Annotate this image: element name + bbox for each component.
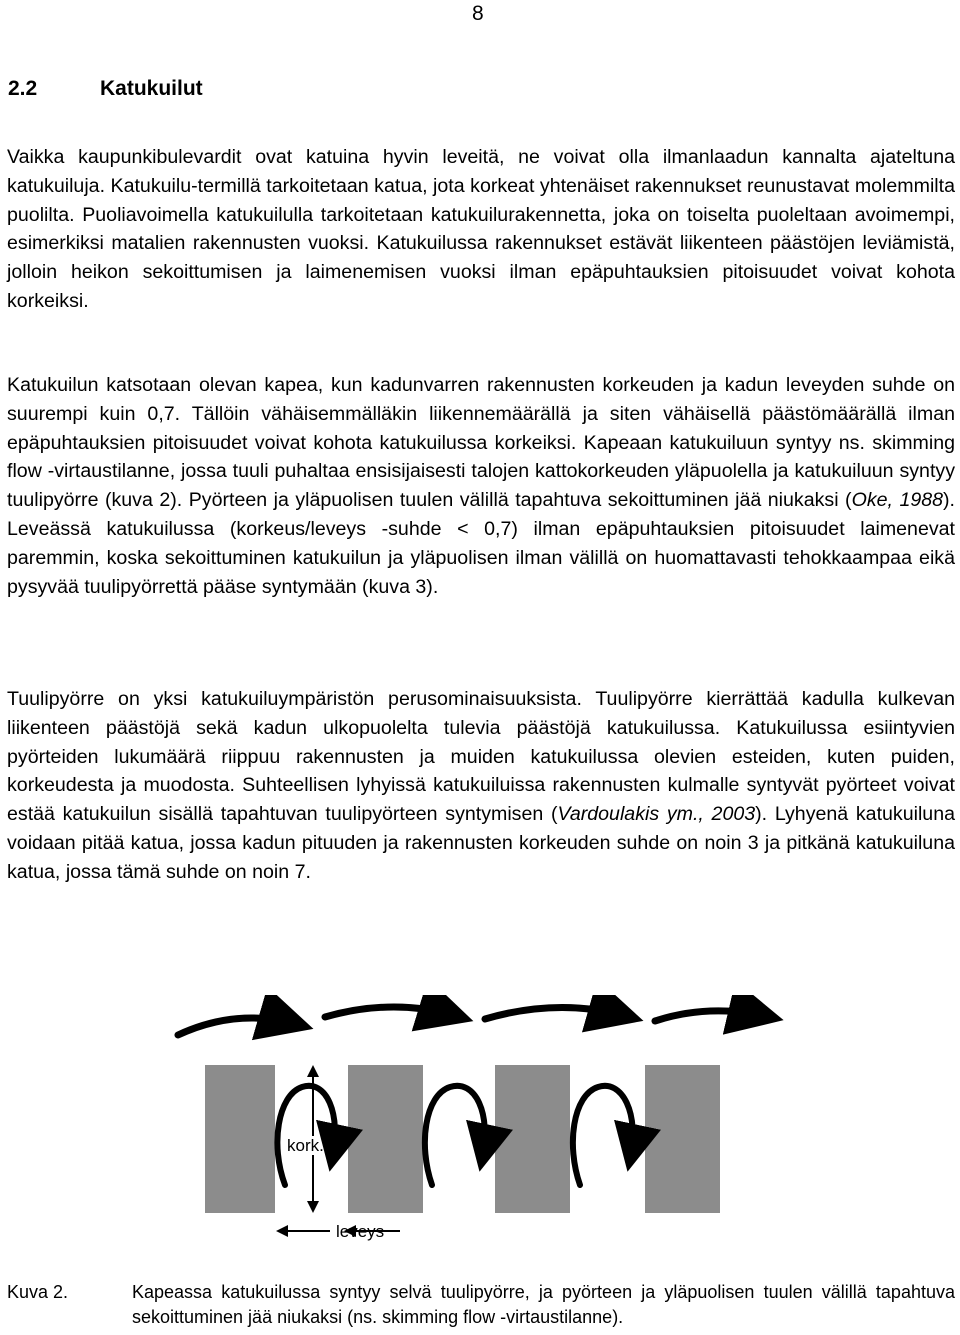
height-label: kork.	[287, 1136, 324, 1155]
wind-arrows	[178, 1007, 770, 1035]
paragraph-narrow-canyon	[7, 371, 955, 601]
building-3	[495, 1065, 570, 1213]
wind-arrow-2	[325, 1007, 460, 1017]
wind-arrow-4	[655, 1011, 770, 1021]
section-number: 2.2	[8, 77, 38, 100]
building-1	[205, 1065, 275, 1213]
citation-vardoulakis: Vardoulakis ym., 2003	[557, 803, 756, 826]
street-vortices	[277, 1086, 632, 1185]
paragraph-text: Tuulipyörre on yksi katukuiluympäristön perusominaisuuksista. Tuulipyörre kierrättää kadulla kulkevan liikenteen päästöjä sekä kadun ulkopuolelta tulevia päästöjä katukuilussa. Katukuilussa esiintyvien pyörteiden lukumäärä riippuu rakennusten ja muiden katukuilussa olevien esteiden, kuten puiden, korkeudesta ja muodosta. Suhteellisen lyhyissä katukuiluissa rakennusten kulmalle syntyvät pyörteet voivat estää katukuilun sisällä tapahtuvan tuulipyörteen syntymisen (	[7, 688, 955, 826]
caption-label: Kuva 2.	[7, 1282, 69, 1302]
caption-text: Kapeassa katukuilussa syntyy selvä tuulipyörre, ja pyörteen ja yläpuolisen tuulen välillä tapahtuva sekoittuminen jää niukaksi (ns. skimming flow -virtaustilanne).	[132, 1282, 955, 1327]
paragraph-vortex	[7, 685, 955, 887]
citation-oke: Oke, 1988	[851, 489, 944, 512]
building-2	[348, 1065, 423, 1213]
building-4	[645, 1065, 720, 1213]
vortex-3	[573, 1086, 633, 1185]
section-heading	[8, 77, 203, 101]
paragraph-text: ). Lyhyenä katukuiluna voidaan pitää katua, jossa kadun pituuden ja rakennusten korkeuden suhde on noin 3 ja pitkänä katukuiluna katua, jossa tämä suhde on noin 7.	[7, 803, 956, 883]
skimming-flow-figure	[160, 995, 800, 1250]
paragraph-text: ). Leveässä katukuilussa (korkeus/leveys -suhde < 0,7) ilman epäpuhtauksien pitoisuudet laimenevat paremmin, koska sekoittuminen katukuilun ja yläpuolisen ilman välillä on huomattavasti tehokkaampaa eikä pysyvää tuulipyörrettä pääse syntymään (kuva 3).	[7, 489, 955, 598]
section-title: Katukuilut	[100, 77, 203, 100]
wind-arrow-1	[178, 1018, 300, 1035]
paragraph-text: Katukuilun katsotaan olevan kapea, kun kadunvarren rakennusten korkeuden ja kadun leveyden suhde on suurempi kuin 0,7. Tällöin vähäisemmälläkin liikennemäärällä ja siten vähäisellä päästömäärällä ilman epäpuhtauksien pitoisuudet voivat kohota katukuilussa korkeiksi. Kapeaan katukuiluun syntyy ns. skimming flow -virtaustilanne, jossa tuuli puhaltaa ensisijaisesti talojen kattokorkeuden yläpuolella ja katukuiluun syntyy tuulipyörre (kuva 2). Pyörteen ja yläpuolisen tuulen välillä tapahtuva sekoittuminen jää niukaksi (	[7, 374, 955, 512]
width-label: leveys	[336, 1222, 385, 1241]
vortex-2	[425, 1086, 485, 1185]
wind-arrow-3	[485, 1007, 630, 1019]
page-number: 8	[472, 2, 484, 25]
paragraph-street-canyon-definition: Vaikka kaupunkibulevardit ovat katuina hyvin leveitä, ne voivat olla ilmanlaadun kannalta ajateltuna katukuiluja. Katukuilu-termillä tarkoitetaan katua, jota korkeat yhtenäiset rakennukset reunustavat molemmilta puolilta. Puoliavoimella katukuilulla tarkoitetaan katukuilurakennetta, joka on toiselta puoleltaan avoimempi, esimerkiksi matalien rakennusten vuoksi. Katukuilussa rakennukset estävät liikenteen päästöjen leviämistä, jolloin heikon sekoittumisen ja laimenemisen vuoksi ilman epäpuhtauksien pitoisuudet voivat kohota korkeiksi.	[7, 146, 955, 312]
